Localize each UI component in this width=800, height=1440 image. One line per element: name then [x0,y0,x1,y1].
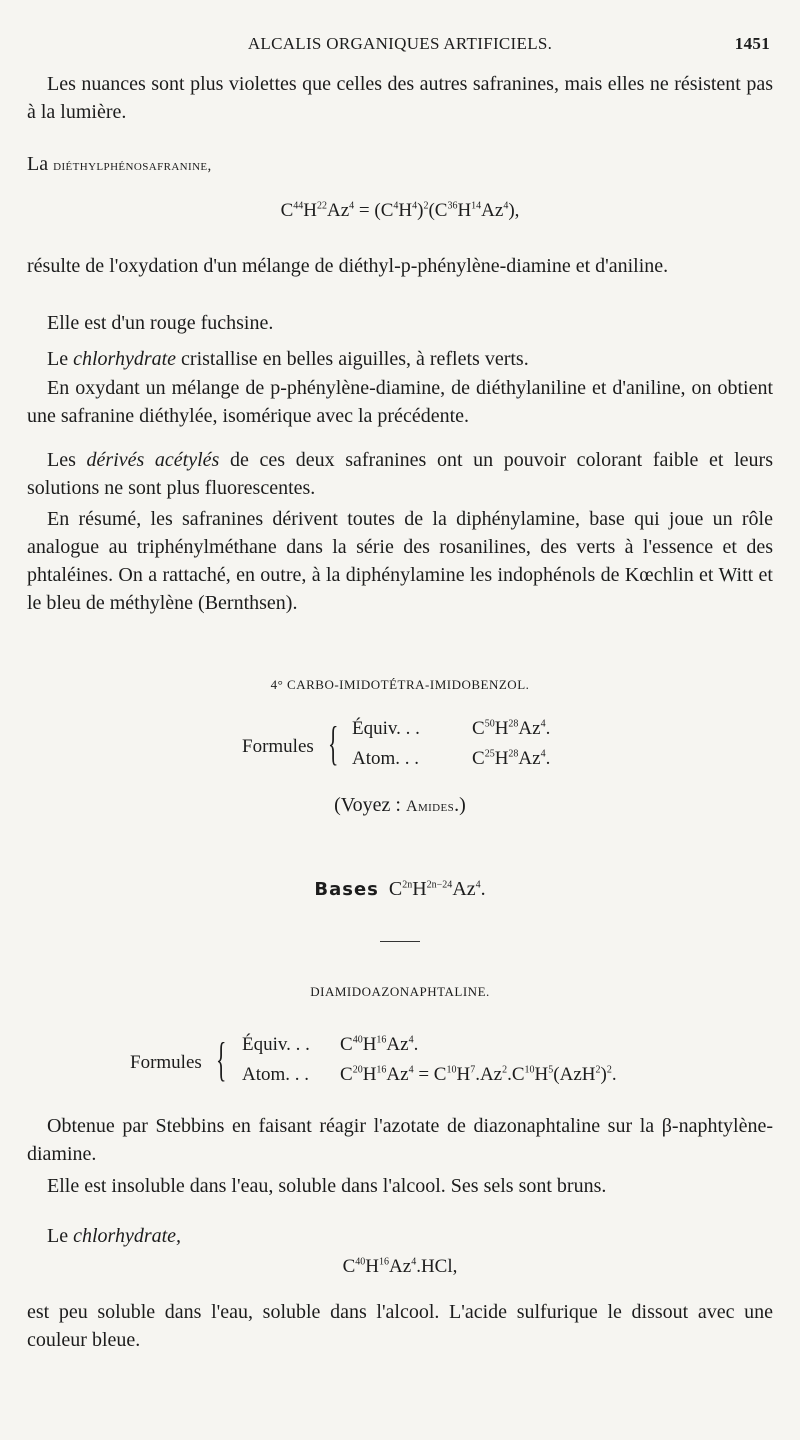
paragraph-derives: Les dérivés acétylés de ces deux safranines ont un pouvoir colorant faible et leurs solutions ne sont plus fluorescentes. [27,449,773,499]
bases-label: Bases [314,879,379,900]
atom-label: Atom. . . [242,1064,310,1085]
paragraph-insoluble: Elle est insoluble dans l'eau, soluble dans l'alcool. Ses sels sont bruns. [47,1175,607,1197]
paragraph-final: est peu soluble dans l'eau, soluble dans l'alcool. L'acide sulfurique le dissout avec une couleur bleue. [27,1301,773,1351]
equiv-label: Équiv. . . [352,718,420,739]
formulas-label: Formules [242,736,314,757]
section-heading-carbo: 4° CARBO-IMIDOTÉTRA-IMIDOBENZOL. [270,677,530,692]
brace-glyph: { [328,717,339,770]
paragraph-chlorhydrate: Le chlorhydrate cristallise en belles aiguilles, à reflets verts. [47,348,529,370]
bases-heading [0,878,800,901]
running-header [0,34,800,58]
section-heading-diamido: DIAMIDOAZONAPHTALINE. [310,984,490,999]
page-number: 1451 [734,34,770,53]
paragraph-color: Elle est d'un rouge fuchsine. [47,312,274,334]
running-title: ALCALIS ORGANIQUES ARTIFICIELS. [247,34,553,53]
chlorhydrate-formula: $C^{40}H^{16}Az^4.HCl$, [342,1256,458,1277]
carbo-formulas [242,716,602,776]
see-amides: (Voyez : Amides.) [334,794,466,816]
paragraph-obtenue: Obtenue par Stebbins en faisant réagir l'azotate de diazonaphtaline sur la β-naphtylène-diamine. [27,1115,773,1165]
brace-glyph: { [216,1033,227,1086]
section-divider [380,941,420,942]
atom-label: Atom. . . [352,748,420,769]
equiv-label: Équiv. . . [242,1034,310,1055]
diamido-formulas [130,1032,690,1092]
diethyl-formula: $C^{44}H^{22}Az^4 = (C^4H^4)^2(C^{36}H^{14}Az^4)$, [280,200,520,221]
paragraph-chlorhydrate-2: Le chlorhydrate, [47,1225,182,1247]
paragraph-nuances: Les nuances sont plus violettes que celles des autres safranines, mais elles ne résistent pas à la lumière. [27,73,773,123]
paragraph-oxydation: En oxydant un mélange de p-phénylène-diamine, de diéthylaniline et d'aniline, on obtient une safranine diéthylée, isomérique avec la précédente. [27,377,773,427]
bases-formula: $C^{2n}H^{2n-24}Az^4$. [388,878,486,900]
equiv-formula: $C^{40}H^{16}Az^4$. [340,1034,419,1055]
formulas-label: Formules [130,1052,202,1073]
equiv-formula: $C^{50}H^{28}Az^4$. [472,718,551,739]
atom-formula: $C^{25}H^{28}Az^4$. [472,748,551,769]
diethyl-intro: La diéthylphénosafranine, [27,153,212,175]
paragraph-result: résulte de l'oxydation d'un mélange de diéthyl-p-phénylène-diamine et d'aniline. [27,255,669,277]
atom-formula: $C^{20}H^{16}Az^4 = C^{10}H^7.Az^2.C^{10}H^5(AzH^2)^2$. [340,1064,617,1085]
paragraph-resume: En résumé, les safranines dérivent toutes de la diphénylamine, base qui joue un rôle analogue au triphénylméthane dans la série des rosanilines, des verts à l'essence et des phtaléines. On a rattaché, en outre, à la diphénylamine les indophénols de Kœchlin et Witt et le bleu de méthylène (Bernthsen). [27,508,773,614]
compound-name: diéthylphénosafranine, [53,158,212,174]
